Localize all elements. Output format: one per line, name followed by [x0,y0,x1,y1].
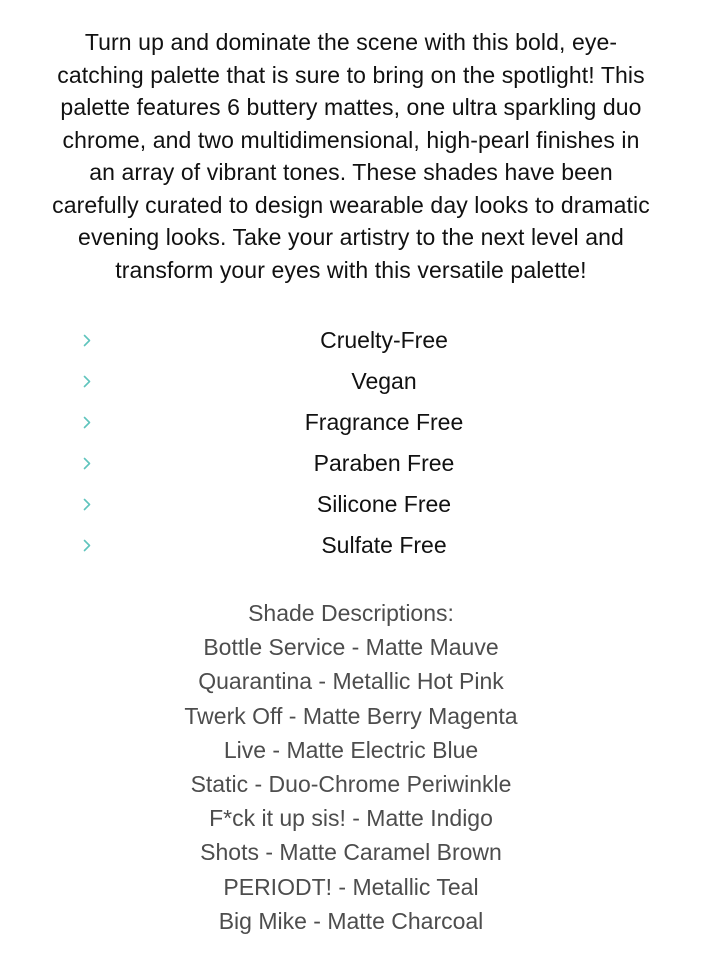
feature-label: Sulfate Free [321,532,447,558]
shade-descriptions [0,596,702,938]
feature-label: Cruelty-Free [320,327,448,353]
feature-item [0,361,702,402]
feature-label: Silicone Free [316,491,452,517]
feature-label: Fragrance Free [304,409,464,435]
feature-item [0,402,702,443]
shade-item: Quarantina - Metallic Hot Pink [198,668,504,695]
shade-descriptions-title: Shade Descriptions: [248,600,454,626]
shade-item: F*ck it up sis! - Matte Indigo [209,805,493,832]
feature-item [0,320,702,361]
shade-item: Static - Duo-Chrome Periwinkle [190,771,512,798]
feature-item [0,484,702,525]
product-description: Turn up and dominate the scene with this bold, eye-catching palette that is sure to bring on the spotlight! This palette features 6 buttery mattes, one ultra sparkling duo chrome, and two multidimensional, high-pearl finishes in an array of vibrant tones. These shades have been carefully curated to design wearable day looks to dramatic evening looks. Take your artistry to the next level and transform your eyes with this versatile palette! [52,29,650,283]
feature-label: Vegan [351,368,417,394]
shade-item: Shots - Matte Caramel Brown [200,839,502,866]
shade-item: PERIODT! - Metallic Teal [223,873,479,900]
feature-list [0,320,702,566]
shade-item: Big Mike - Matte Charcoal [218,907,484,934]
shade-item: Bottle Service - Matte Mauve [203,634,499,661]
feature-item [0,525,702,566]
feature-item [0,443,702,484]
feature-label: Paraben Free [313,450,455,476]
shade-item: Live - Matte Electric Blue [223,736,479,763]
shade-item: Twerk Off - Matte Berry Magenta [184,702,518,729]
